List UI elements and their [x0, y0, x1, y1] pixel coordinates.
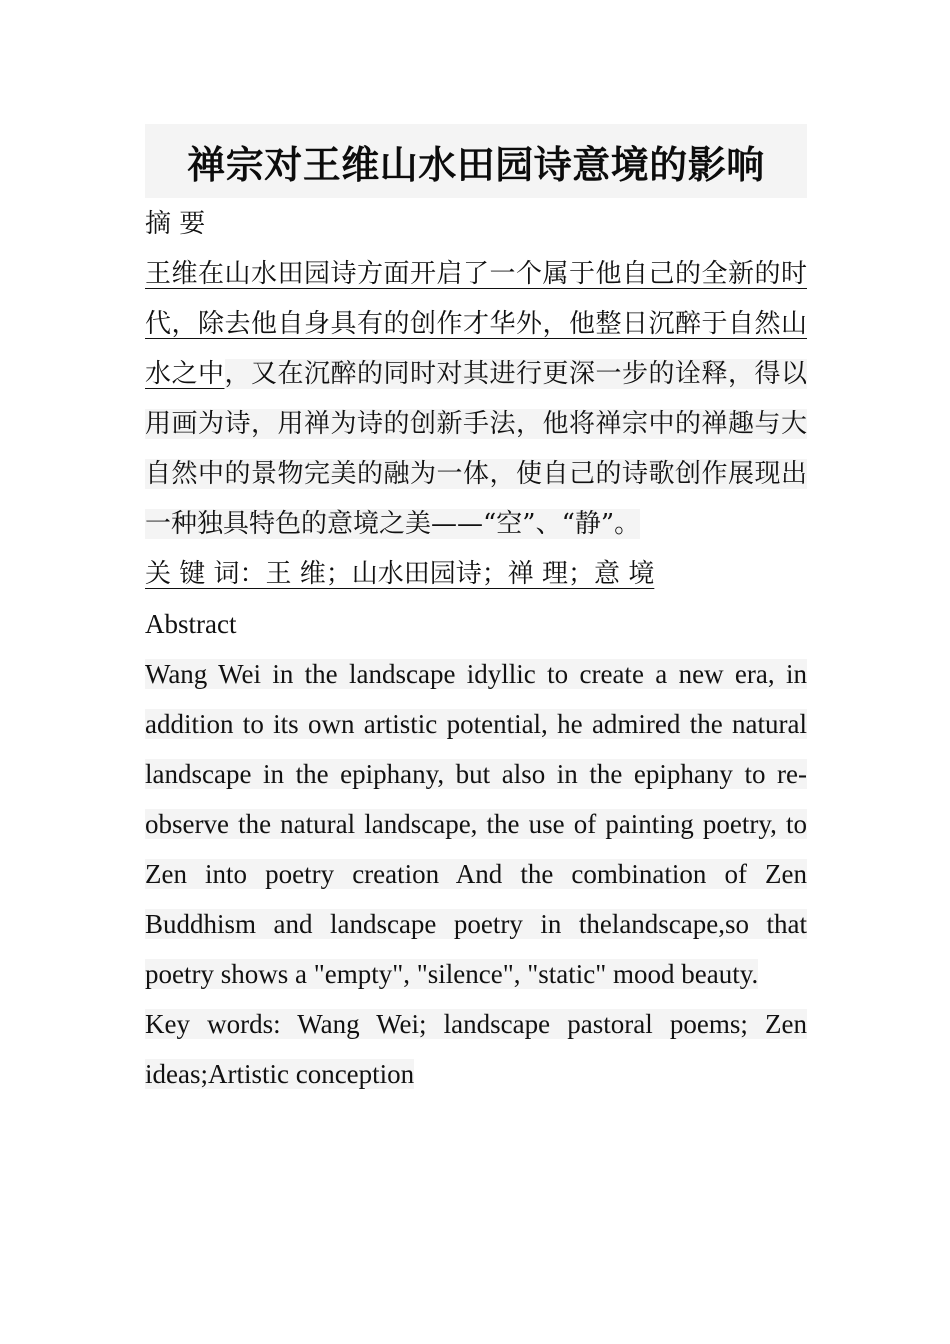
abstract-en-label: Abstract: [145, 609, 237, 639]
abstract-en-body: [145, 649, 807, 999]
document-title: 禅宗对王维山水田园诗意境的影响: [145, 124, 807, 198]
abstract-cn-body: [145, 249, 807, 549]
keywords-en: [145, 999, 807, 1099]
keywords-cn: 关 键 词：王 维；山水田园诗；禅 理；意 境: [145, 559, 655, 589]
abstract-cn-label: 摘 要: [145, 209, 206, 239]
abstract-cn-rest: ，又在沉醉的同时对其进行更深一步的诠释，得以用画为诗，用禅为诗的创新手法，他将禅宗中的禅趣与大自然中的景物完美的融为一体，使自己的诗歌创作展现出一种独具特色的意境之美——“空”、“静”。: [145, 359, 807, 539]
keywords-en-text: Key words: Wang Wei; landscape pastoral poems; Zen ideas;Artistic conception: [145, 1009, 807, 1089]
abstract-cn-underlined: 王维在山水田园诗方面开启了一个属于他自己的全新的时代，除去他自身具有的创作才华外，他整日沉醉于自然山水之中: [145, 259, 807, 389]
abstract-en-text: Wang Wei in the landscape idyllic to create a new era, in addition to its own artistic potential, he admired the natural landscape in the epiphany, but also in the epiphany to re-observe the natural landscape, the use of painting poetry, to Zen into poetry creation And the combination of Zen Buddhism and landscape poetry in thelandscape,so that poetry shows a "empty", "silence", "static" mood beauty.: [145, 659, 807, 989]
document-page: [145, 124, 807, 1099]
